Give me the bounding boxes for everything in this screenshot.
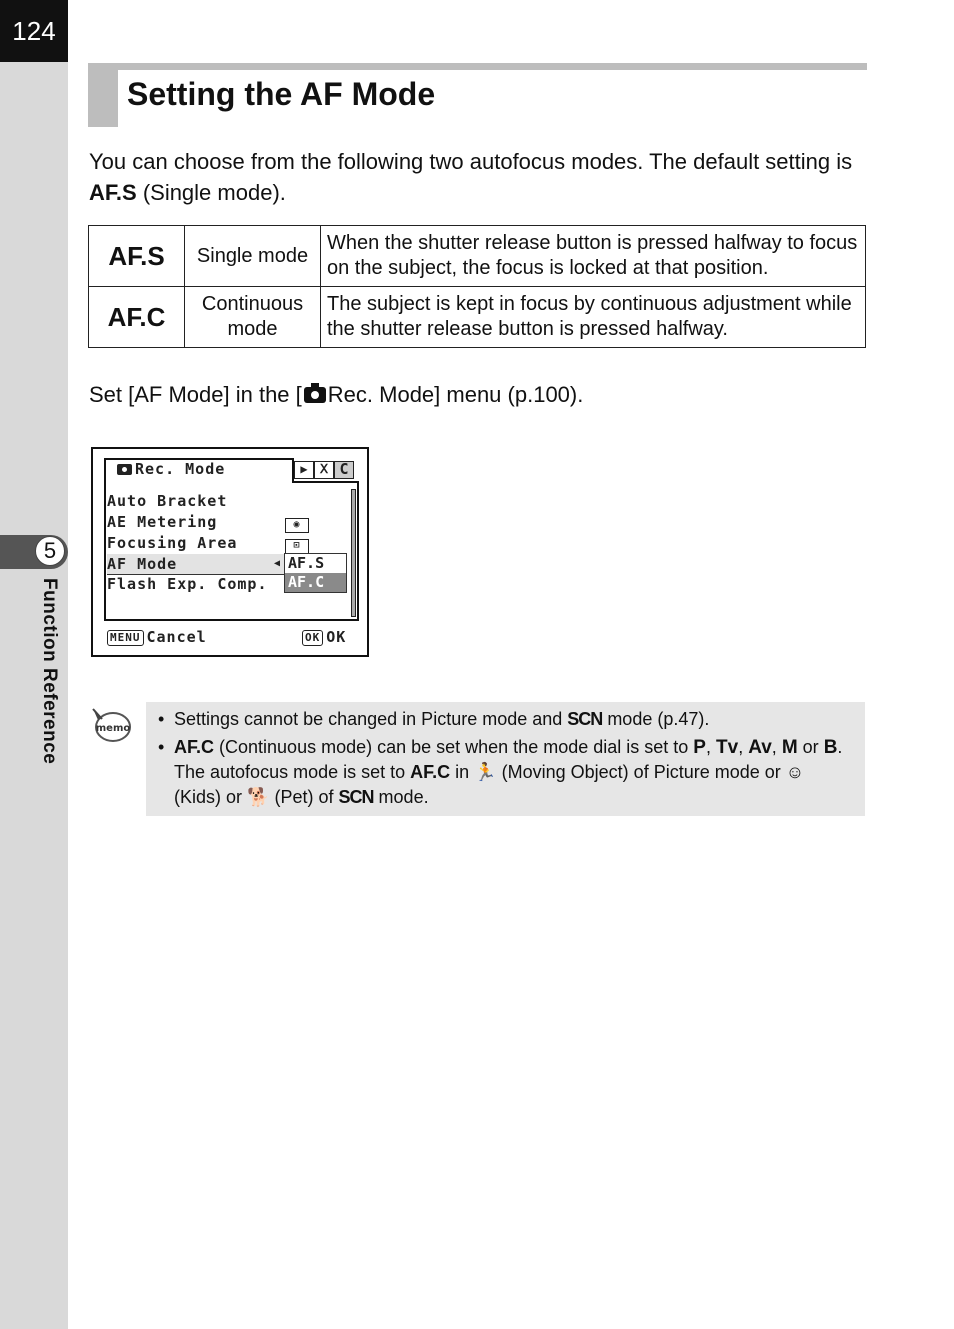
memo-text: mode (p.47). (607, 709, 710, 729)
memo-text: Settings cannot be changed in Picture mode and (174, 709, 563, 729)
kids-icon: ☺ (785, 762, 805, 782)
setup-icon[interactable]: Ⅹ (314, 461, 334, 479)
menu-item-label: Focusing Area (107, 534, 238, 552)
menu-item-label: Flash Exp. Comp. (107, 575, 268, 593)
cancel-hint[interactable] (107, 628, 207, 646)
memo-text: or (802, 737, 819, 757)
tab-label-text: Rec. Mode (135, 460, 226, 478)
page-number: 124 (0, 0, 68, 62)
ok-label: OK (326, 628, 347, 646)
camera-icon (304, 387, 326, 403)
pet-icon: 🐕 (247, 787, 270, 807)
intro-paragraph (89, 146, 859, 208)
scrollbar[interactable] (351, 489, 356, 617)
instruction-text: Set [AF Mode] in the [ (89, 382, 302, 407)
memo-box (146, 702, 865, 816)
intro-text-end: (Single mode). (142, 180, 286, 205)
dial-av-icon: Av (748, 737, 772, 758)
title-marker (88, 63, 118, 127)
af-s-symbol: AF.S (89, 226, 185, 287)
mode-name: Single mode (185, 226, 321, 287)
dropdown-option-af-c[interactable]: AF.C (288, 573, 325, 591)
mode-description: When the shutter release button is pressed halfway to focus on the subject, the focus is locked at that position. (321, 226, 866, 287)
instruction-text-end: Rec. Mode] menu (p.100). (327, 382, 584, 407)
memo-text: (Pet) of (274, 787, 334, 807)
memo-bullet: • AF.C (Continuous mode) can be set when the mode dial is set to P, Tv, Av, M or B. The autofocus mode is set to AF.C in 🏃 (Moving Object) of Picture mode or ☺ (Kids) or 🐕 (Pet) of SCN mode. (156, 735, 855, 810)
dial-tv-icon: Tv (716, 737, 739, 758)
left-arrow-icon: ◀ (274, 558, 281, 569)
memo-text: (Moving Object) of Picture mode or (501, 762, 781, 782)
metering-icon: ◉ (285, 518, 309, 533)
moving-object-icon: 🏃 (474, 762, 497, 782)
memo-text: mode. (378, 787, 429, 807)
menu-item-label: Auto Bracket (107, 492, 228, 510)
dial-m-icon: M (781, 737, 798, 758)
memo-text: (Continuous mode) can be set when the mode dial is set to (219, 737, 689, 757)
menu-item-label: AE Metering (107, 513, 218, 531)
scn-icon: SCN (338, 787, 374, 807)
ok-hint[interactable] (302, 628, 346, 646)
af-s-symbol: AF.S (89, 180, 137, 205)
memo-text: . The autofocus mode is set to (174, 737, 843, 782)
chapter-label: Function Reference (39, 578, 60, 765)
af-mode-dropdown[interactable] (284, 553, 347, 593)
ok-key-icon: OK (302, 630, 323, 646)
tab-icons (294, 461, 354, 479)
intro-text: You can choose from the following two autofocus modes. The default setting is (89, 149, 853, 174)
menu-key-icon: MENU (107, 630, 144, 646)
title-rule (88, 63, 867, 70)
dropdown-option-af-s[interactable]: AF.S (285, 554, 346, 573)
mode-description: The subject is kept in focus by continuous adjustment while the shutter release button is pressed halfway. (321, 287, 866, 348)
table-row (89, 287, 866, 348)
af-c-symbol: AF.C (174, 737, 214, 757)
custom-icon[interactable]: C (334, 461, 354, 479)
camera-icon (117, 464, 132, 475)
playback-icon[interactable]: ▶ (294, 461, 314, 479)
chapter-number: 5 (35, 536, 65, 566)
camera-menu-screen (91, 447, 369, 657)
table-row (89, 226, 866, 287)
tab-label (117, 460, 225, 478)
menu-item-auto-bracket[interactable] (107, 491, 347, 511)
scn-icon: SCN (567, 709, 603, 729)
dial-b-icon: B (823, 737, 838, 758)
af-c-symbol: AF.C (410, 762, 451, 782)
cancel-label: Cancel (146, 628, 207, 646)
memo-text: (Kids) or (174, 787, 243, 807)
dial-p-icon: P (693, 737, 706, 758)
page-title: Setting the AF Mode (127, 76, 436, 112)
instruction (89, 382, 583, 408)
memo-bullet (156, 707, 855, 732)
af-c-symbol: AF.C (89, 287, 185, 348)
menu-item-label: AF Mode (107, 555, 178, 573)
menu-item-ae-metering[interactable] (107, 512, 347, 532)
af-modes-table (88, 225, 866, 348)
mode-name: Continuous mode (185, 287, 321, 348)
memo-icon (91, 705, 131, 745)
memo-icon-label: memo (95, 723, 131, 734)
menu-item-focusing-area[interactable] (107, 533, 347, 553)
memo-text: in (455, 762, 470, 782)
focus-area-icon: ⊡ (285, 539, 309, 554)
